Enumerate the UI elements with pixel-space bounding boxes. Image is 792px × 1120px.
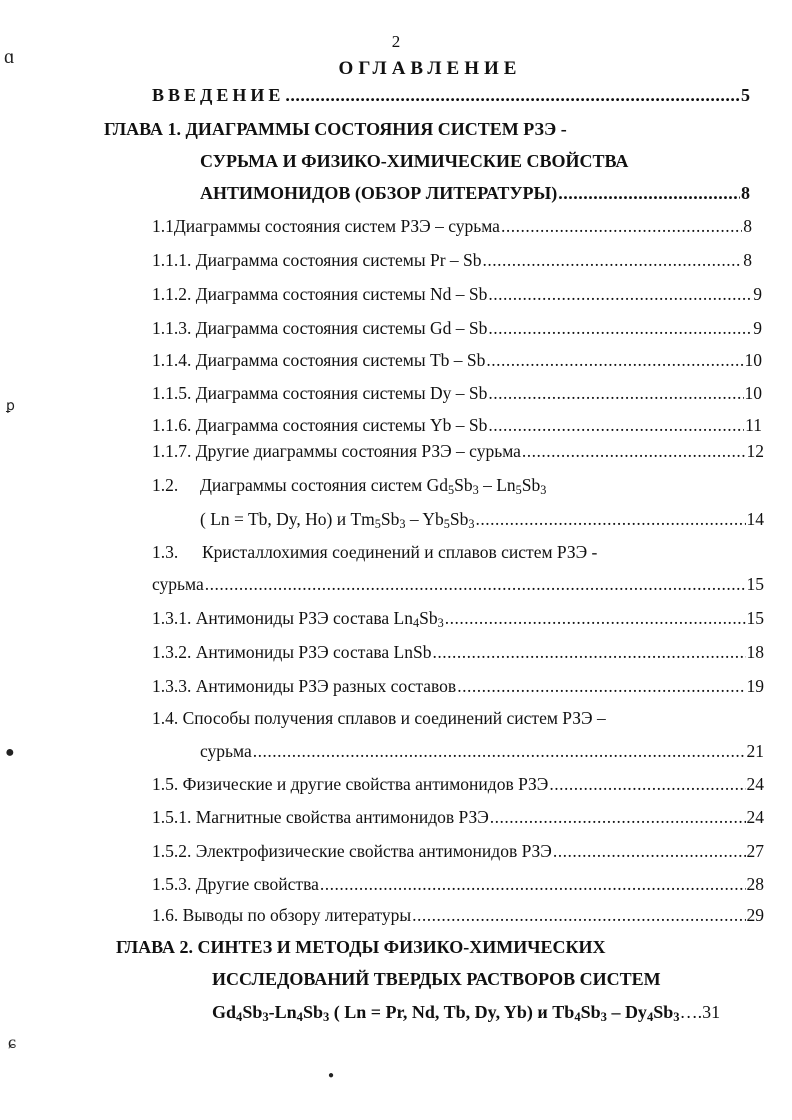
chapter1-title-line2: СУРЬМА И ФИЗИКО-ХИМИЧЕСКИЕ СВОЙСТВА (200, 151, 629, 171)
page-number: 2 (391, 32, 401, 51)
subscript: 5 (443, 517, 450, 532)
toc-entry-page: 15 (746, 608, 764, 628)
toc-entry-title-part: Антимониды РЗЭ состава Ln (195, 608, 413, 628)
subscript: 3 (262, 1010, 269, 1025)
toc-entry-number: 1.3. (152, 542, 179, 562)
toc-entry[interactable] (152, 873, 764, 895)
toc-entry-number: 1.2. (152, 475, 179, 495)
toc-entry-page: 5 (741, 85, 750, 105)
chapter2-title-part: Gd (212, 1002, 237, 1022)
toc-entry-page: 10 (744, 350, 762, 370)
toc-entry-title: Антимониды РЗЭ разных составов (195, 676, 457, 696)
toc-entry-title: Магнитные свойства антимонидов РЗЭ (195, 807, 489, 827)
toc-entry-number: 1.6. (152, 905, 179, 925)
toc-leader (553, 840, 746, 862)
toc-entry-title: Диаграмма состояния системы Yb – Sb (195, 415, 488, 435)
subscript: 3 (540, 483, 547, 498)
toc-heading: ОГЛАВЛЕНИЕ (338, 58, 522, 79)
toc-entry-title: Диаграмма состояния системы Tb – Sb (195, 350, 486, 370)
toc-leader (549, 773, 745, 795)
toc-entry[interactable] (152, 215, 752, 237)
toc-entry-1-3-line1[interactable] (152, 541, 597, 563)
toc-leader (488, 283, 752, 305)
toc-entry[interactable] (152, 317, 762, 339)
toc-entry-page: 27 (746, 841, 764, 861)
toc-entry-title: Диаграмма состояния системы Nd – Sb (195, 284, 488, 304)
subscript: 3 (399, 517, 406, 532)
toc-entry-page: 24 (746, 807, 764, 827)
subscript: 4 (412, 616, 420, 631)
toc-entry-page: 24 (746, 774, 764, 794)
subscript: 4 (646, 1010, 654, 1025)
toc-entry-title (196, 607, 444, 634)
toc-entry-page: 29 (746, 905, 764, 925)
toc-entry-1-4-line2[interactable] (200, 740, 764, 762)
toc-leader (488, 317, 752, 339)
toc-entry[interactable] (152, 440, 764, 462)
toc-leader (483, 249, 743, 271)
subscript: 3 (468, 517, 475, 532)
margin-mark: ꝑ (6, 399, 15, 414)
toc-entry-1-4-line1[interactable] (152, 707, 606, 729)
toc-entry-title-part: Sb (449, 509, 469, 529)
chapter1-title-line3: АНТИМОНИДОВ (ОБЗОР ЛИТЕРАТУРЫ) (200, 183, 558, 203)
margin-mark: ɕ (8, 1032, 16, 1052)
chapter2-title-part: ( Ln = Pr, Nd, Tb, Dy, Yb) и Tb (329, 1002, 575, 1022)
toc-entry-page: 31 (702, 1002, 721, 1022)
toc-entry-number: 1.5. (152, 774, 179, 794)
subscript: 4 (574, 1010, 581, 1025)
toc-entry-title: Кристаллохимия соединений и сплавов систем РЗЭ - (202, 542, 598, 562)
toc-leader (488, 414, 744, 436)
toc-entry[interactable] (152, 283, 762, 305)
toc-entry-page: 14 (746, 509, 764, 529)
toc-entry-page: 15 (746, 574, 764, 594)
toc-entry[interactable] (152, 773, 764, 795)
margin-mark: ● (5, 744, 15, 761)
toc-entry-title: Диаграмма состояния системы Pr – Sb (195, 250, 482, 270)
toc-entry[interactable] (152, 349, 762, 371)
toc-entry-title: Антимониды РЗЭ состава LnSb (195, 642, 432, 662)
subscript: 4 (236, 1010, 243, 1025)
toc-leader (522, 440, 746, 462)
subscript: 5 (374, 517, 381, 532)
toc-leader (205, 573, 746, 595)
toc-entry-page: 12 (746, 441, 764, 461)
toc-entry-number: 1.5.3. (152, 874, 192, 894)
toc-entry-number: 1.1.2. (152, 284, 192, 304)
toc-entry-page: 21 (746, 741, 764, 761)
toc-entry-title: – Ln (478, 475, 516, 495)
toc-entry[interactable] (152, 249, 752, 271)
toc-entry-1-2-line2[interactable] (200, 508, 764, 535)
toc-leader (320, 873, 746, 895)
subscript: 3 (472, 483, 479, 498)
toc-entry-title: Электрофизические свойства антимонидов РЗЭ (195, 841, 552, 861)
toc-entry-page: 9 (753, 318, 762, 338)
toc-entry-chapter2[interactable] (212, 1001, 720, 1028)
toc-entry-page: 19 (746, 676, 764, 696)
toc-entry-title: Способы получения сплавов и соединений систем РЗЭ – (182, 708, 606, 728)
toc-entry-page: 8 (743, 250, 752, 270)
toc-leader (445, 607, 746, 629)
chapter2-title-line1: ГЛАВА 2. СИНТЕЗ И МЕТОДЫ ФИЗИКО-ХИМИЧЕСКИХ (116, 937, 606, 957)
toc-entry-page: 9 (753, 284, 762, 304)
margin-mark: ɑ (4, 46, 15, 68)
toc-entry-intro[interactable] (152, 84, 750, 106)
toc-entry[interactable] (152, 806, 764, 828)
chapter2-title-line2: ИССЛЕДОВАНИЙ ТВЕРДЫХ РАСТВОРОВ СИСТЕМ (212, 969, 661, 989)
toc-leader (558, 182, 740, 204)
toc-entry-title: Диаграмма состояния системы Dy – Sb (195, 383, 488, 403)
toc-leader (285, 84, 740, 106)
toc-entry-title: Диаграммы состояния систем РЗЭ – сурьма (173, 216, 500, 236)
toc-entry-number: 1.1.7. (152, 441, 192, 461)
toc-entry-number: 1.1.3. (152, 318, 192, 338)
toc-entry-title: Другие диаграммы состояния РЗЭ – сурьма (195, 441, 521, 461)
toc-entry-number: 1.1.1. (152, 250, 192, 270)
toc-entry-title: Физические и другие свойства антимонидов РЗЭ (182, 774, 549, 794)
toc-entry-page: 10 (744, 383, 762, 403)
toc-entry-1-3-line2[interactable] (152, 573, 764, 595)
toc-entry-number: 1.1 (152, 216, 174, 236)
toc-entry-page: 11 (745, 415, 762, 435)
chapter2-title-part: Sb (580, 1002, 601, 1022)
scan-speck: ● (328, 1070, 335, 1081)
toc-entry-number: 1.1.5. (152, 383, 192, 403)
toc-entry-number: 1.3.1. (152, 608, 192, 628)
toc-entry[interactable] (152, 675, 764, 697)
toc-entry[interactable] (152, 840, 764, 862)
toc-entry-number: 1.3.3. (152, 676, 192, 696)
toc-leader (432, 641, 745, 663)
toc-entry-title: сурьма (200, 741, 252, 761)
toc-entry[interactable] (152, 904, 764, 926)
chapter1-title-line1: ГЛАВА 1. ДИАГРАММЫ СОСТОЯНИЯ СИСТЕМ РЗЭ - (104, 119, 567, 139)
toc-leader (253, 740, 746, 762)
toc-entry-page: 18 (746, 642, 764, 662)
toc-entry[interactable] (152, 382, 762, 404)
toc-entry-title: сурьма (152, 574, 204, 594)
toc-leader (476, 508, 746, 530)
toc-leader: …. (679, 1002, 703, 1022)
toc-leader (501, 215, 742, 237)
toc-entry-title: Диаграмма состояния системы Gd – Sb (195, 318, 488, 338)
subscript: 3 (437, 616, 444, 631)
chapter2-title-part: Sb (242, 1002, 263, 1022)
toc-leader (457, 675, 745, 697)
subscript: 5 (447, 483, 455, 498)
toc-entry-title: Выводы по обзору литературы (182, 905, 412, 925)
toc-leader (412, 904, 745, 926)
toc-leader (488, 382, 743, 404)
toc-entry[interactable] (152, 607, 764, 634)
toc-entry-page: 8 (743, 216, 752, 236)
subscript: 4 (296, 1010, 303, 1025)
subscript: 3 (600, 1010, 607, 1025)
toc-entry-number: 1.3.2. (152, 642, 192, 662)
toc-entry-title: Sb (454, 475, 473, 495)
toc-entry-page: 28 (746, 874, 764, 894)
subscript: 3 (322, 1010, 330, 1025)
chapter2-title-part: – Dy (606, 1002, 647, 1022)
toc-entry-1-2-line1[interactable] (152, 474, 546, 501)
chapter2-title-part: Sb (302, 1002, 323, 1022)
toc-entry-title: Sb (521, 475, 541, 495)
toc-entry-title (200, 508, 475, 535)
toc-entry-number: 1.1.4. (152, 350, 192, 370)
toc-entry[interactable] (152, 641, 764, 663)
toc-entry[interactable] (152, 414, 762, 436)
subscript: 5 (515, 483, 522, 498)
toc-entry-chapter1[interactable] (200, 182, 750, 204)
toc-entry-title-part: – Yb (405, 509, 444, 529)
toc-entry-title: Диаграммы состояния систем Gd (200, 475, 448, 495)
toc-entry-number: 1.1.6. (152, 415, 192, 435)
toc-entry-label: ВВЕДЕНИЕ (152, 85, 285, 105)
subscript: 3 (673, 1010, 680, 1025)
toc-entry-title: Другие свойства (195, 874, 319, 894)
toc-leader (486, 349, 743, 371)
toc-entry-number: 1.4. (152, 708, 179, 728)
toc-entry-page: 8 (741, 183, 750, 203)
toc-entry-title-part: Sb (380, 509, 400, 529)
chapter2-title-part: -Ln (268, 1002, 297, 1022)
toc-entry-number: 1.5.2. (152, 841, 192, 861)
chapter2-title-part: Sb (653, 1002, 674, 1022)
toc-entry-number: 1.5.1. (152, 807, 192, 827)
toc-entry-title-part: ( Ln = Tb, Dy, Ho) и Tm (200, 509, 375, 529)
toc-leader (490, 806, 746, 828)
toc-entry-title-part: Sb (419, 608, 438, 628)
